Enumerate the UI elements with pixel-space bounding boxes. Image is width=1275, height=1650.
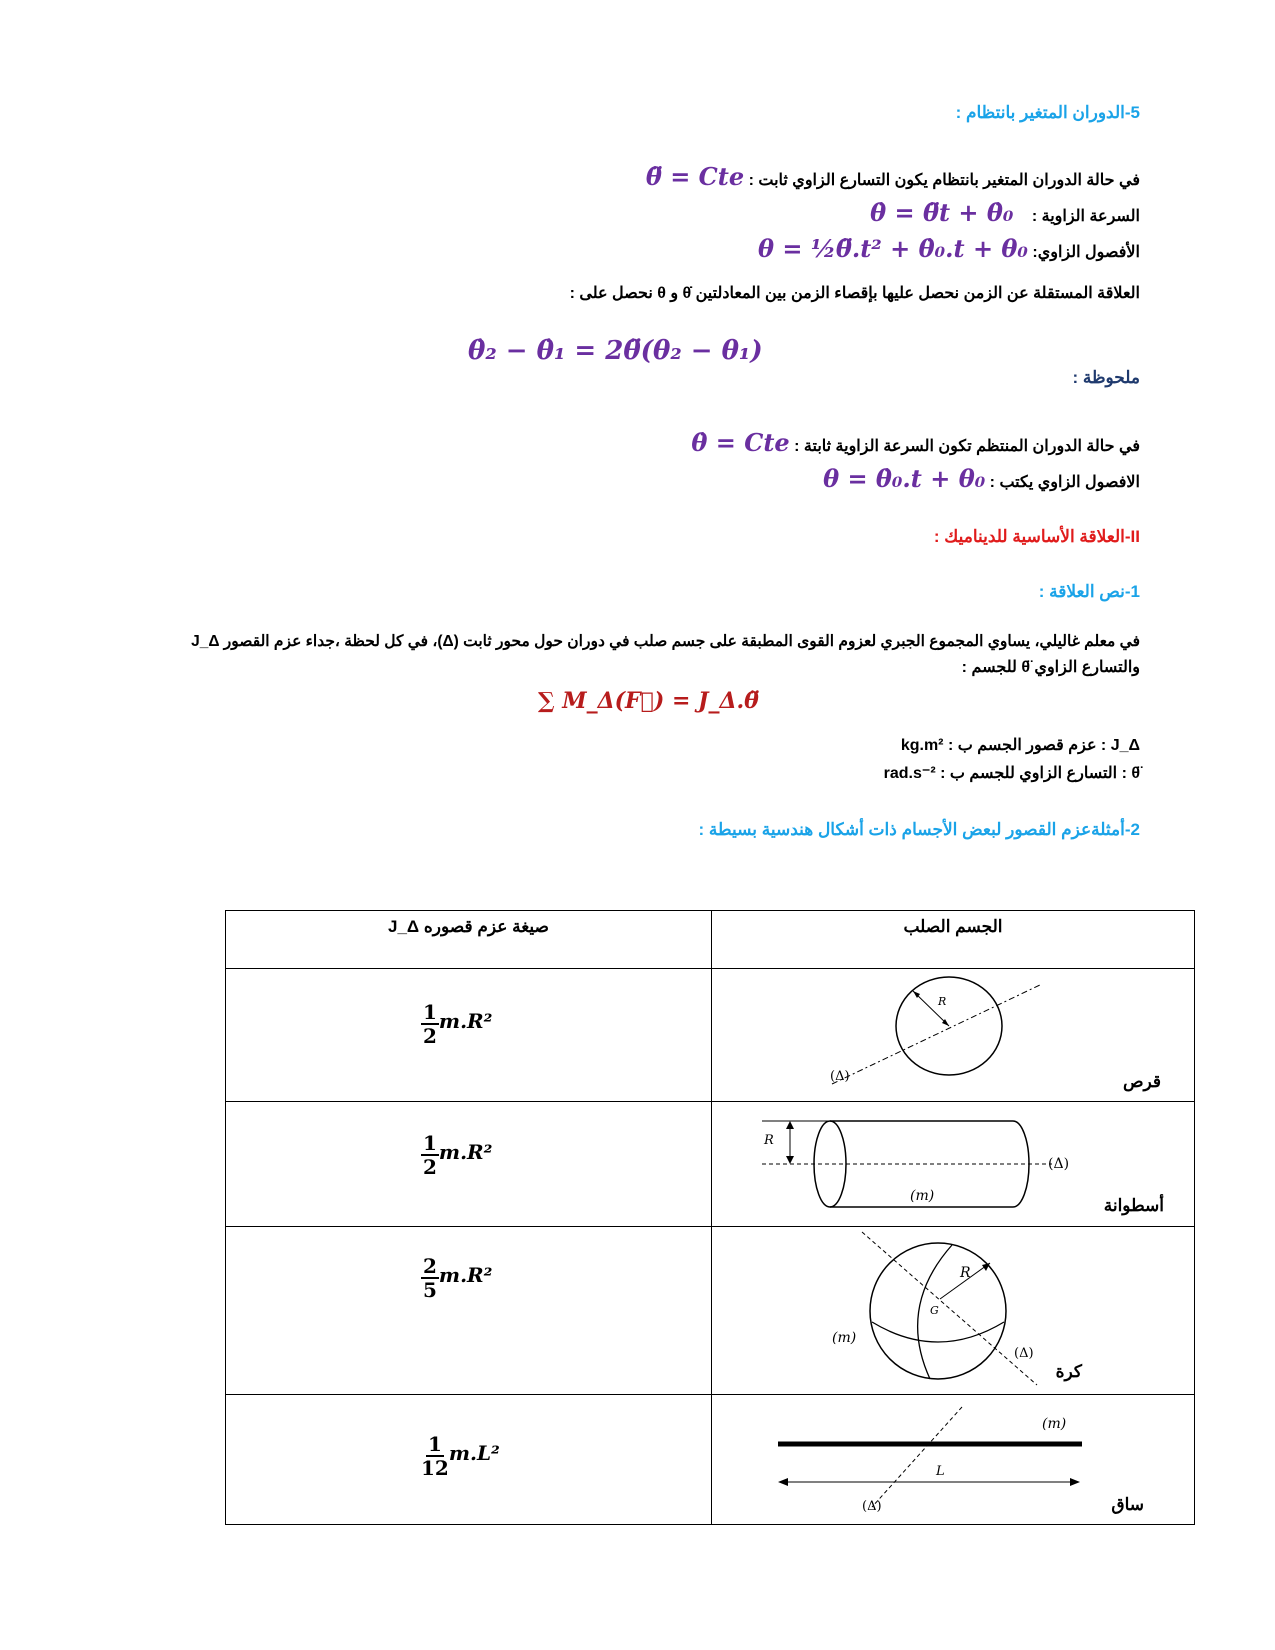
formula-cell — [226, 1102, 712, 1227]
section2-sub2-heading: 2-أمثلةعزم القصور لبعض الأجسام ذات أشكال هندسية بسيطة : — [698, 820, 1140, 839]
equation-time-independent: θ̇₂ − θ̇₁ = 2θ̈(θ₂ − θ₁) — [468, 336, 763, 366]
section5-line2-math: θ̇ = θ̈t + θ̇₀ — [870, 198, 1014, 227]
denominator: 5 — [423, 1278, 437, 1302]
formula-cell — [226, 969, 712, 1102]
formula-rod — [421, 1433, 500, 1479]
cylinder-mass-label: (m) — [910, 1188, 935, 1204]
denominator: 2 — [423, 1024, 437, 1048]
label-rod: ساق — [1111, 1495, 1144, 1514]
note-line2 — [823, 464, 1140, 493]
fraction — [421, 1001, 439, 1047]
table-row — [226, 1395, 1195, 1525]
section5-line2-text: السرعة الزاوية : — [1031, 208, 1140, 225]
formula-cell — [226, 1395, 712, 1525]
denominator: 2 — [423, 1155, 437, 1179]
table-row — [226, 969, 1195, 1102]
header-body-cell — [712, 911, 1195, 969]
definition-inertia: J_Δ : عزم قصور الجسم ب : kg.m² — [900, 737, 1140, 754]
disc-axis-label: (Δ) — [830, 1069, 850, 1084]
label-cylinder: أسطوانة — [1103, 1196, 1164, 1215]
inertia-table — [225, 910, 1195, 1525]
formula-tail: m.R² — [438, 1009, 493, 1034]
note-line2-math: θ = θ̇₀.t + θ₀ — [823, 464, 986, 493]
note-line1 — [691, 428, 1140, 457]
body-cell — [712, 1102, 1195, 1227]
sphere-axis-label: (Δ) — [1014, 1346, 1034, 1361]
cylinder-r-label: R — [764, 1133, 774, 1148]
numerator: 1 — [423, 1000, 437, 1024]
table-row — [226, 1227, 1195, 1395]
formula-sphere — [421, 1255, 492, 1301]
body-cell — [712, 969, 1195, 1102]
section5-line1-math: θ̈ = Cte — [645, 162, 745, 191]
header-formula-cell — [226, 911, 712, 969]
formula-disc — [421, 1001, 492, 1047]
section5-heading: 5-الدوران المتغير بانتظام : — [955, 103, 1140, 122]
rod-mass-label: (m) — [1042, 1416, 1067, 1432]
formula-cell — [226, 1227, 712, 1395]
fraction — [421, 1433, 449, 1479]
formula-tail: m.R² — [438, 1140, 493, 1165]
cylinder-axis-label: (Δ) — [1048, 1156, 1070, 1172]
disc-r-label: R — [938, 995, 947, 1008]
section5-line1-text: في حالة الدوران المتغير بانتظام يكون التسارع الزاوي ثابت : — [748, 172, 1140, 189]
numerator: 2 — [423, 1254, 437, 1278]
formula-cylinder — [421, 1132, 492, 1178]
rod-length-label: L — [936, 1464, 945, 1479]
note-line1-math: θ̇ = Cte — [691, 428, 790, 457]
formula-tail: m.R² — [438, 1263, 493, 1288]
body-cell — [712, 1395, 1195, 1525]
numerator: 1 — [423, 1131, 437, 1155]
label-disc: قرص — [1122, 1072, 1161, 1091]
rod-axis-label: (Δ) — [862, 1499, 882, 1514]
body-cell — [712, 1227, 1195, 1395]
sphere-center-label: G — [930, 1304, 939, 1317]
section2-heading: II-العلاقة الأساسية للديناميك : — [933, 527, 1140, 546]
label-sphere: كرة — [1055, 1362, 1082, 1381]
definition-angular-acceleration: θ̈ : التسارع الزاوي للجسم ب : rad.s⁻² — [883, 765, 1140, 782]
note-line1-text: في حالة الدوران المنتظم تكون السرعة الزاوية ثابتة : — [794, 438, 1140, 455]
section5-line3 — [758, 234, 1140, 263]
disc-diagram — [712, 969, 1192, 1100]
header-body: الجسم الصلب — [903, 917, 1003, 936]
sphere-mass-label: (m) — [832, 1330, 857, 1346]
table-header-row — [226, 911, 1195, 969]
numerator: 1 — [427, 1432, 442, 1456]
formula-tail: m.L² — [448, 1441, 500, 1466]
statement-line1: في معلم غاليلي، يساوي المجموع الجبري لعزوم القوى المطبقة على جسم صلب في دوران حول محور ثابت (Δ)، في كل لحظة ،جداء عزم القصور J_Δ — [191, 633, 1140, 650]
section5-line3-math: θ = ½θ̈.t² + θ̇₀.t + θ₀ — [757, 234, 1028, 263]
section5-line2 — [870, 198, 1140, 227]
statement-line2: والتسارع الزاوي θ̈ للجسم : — [961, 659, 1140, 676]
section5-line4: العلاقة المستقلة عن الزمن نحصل عليها بإقصاء الزمن بين المعادلتين θ̇ و θ نحصل على : — [569, 285, 1140, 302]
section2-sub1-heading: 1-نص العلاقة : — [1038, 582, 1140, 601]
note-heading: ملحوظة : — [1072, 368, 1140, 387]
fraction — [421, 1255, 439, 1301]
fundamental-equation: ∑ M_Δ(F⃗) = J_Δ.θ̈ — [538, 688, 759, 714]
denominator: 12 — [421, 1456, 449, 1480]
header-formula: صيغة عزم قصوره J_Δ — [387, 917, 549, 936]
table-row — [226, 1102, 1195, 1227]
section5-line3-text: الأفصول الزاوي: — [1032, 244, 1140, 261]
sphere-r-label: R — [960, 1265, 971, 1281]
section5-line1 — [646, 162, 1140, 191]
fraction — [421, 1132, 439, 1178]
note-line2-text: الافصول الزاوي يكتب : — [989, 474, 1140, 491]
sphere-diagram — [712, 1227, 1192, 1393]
